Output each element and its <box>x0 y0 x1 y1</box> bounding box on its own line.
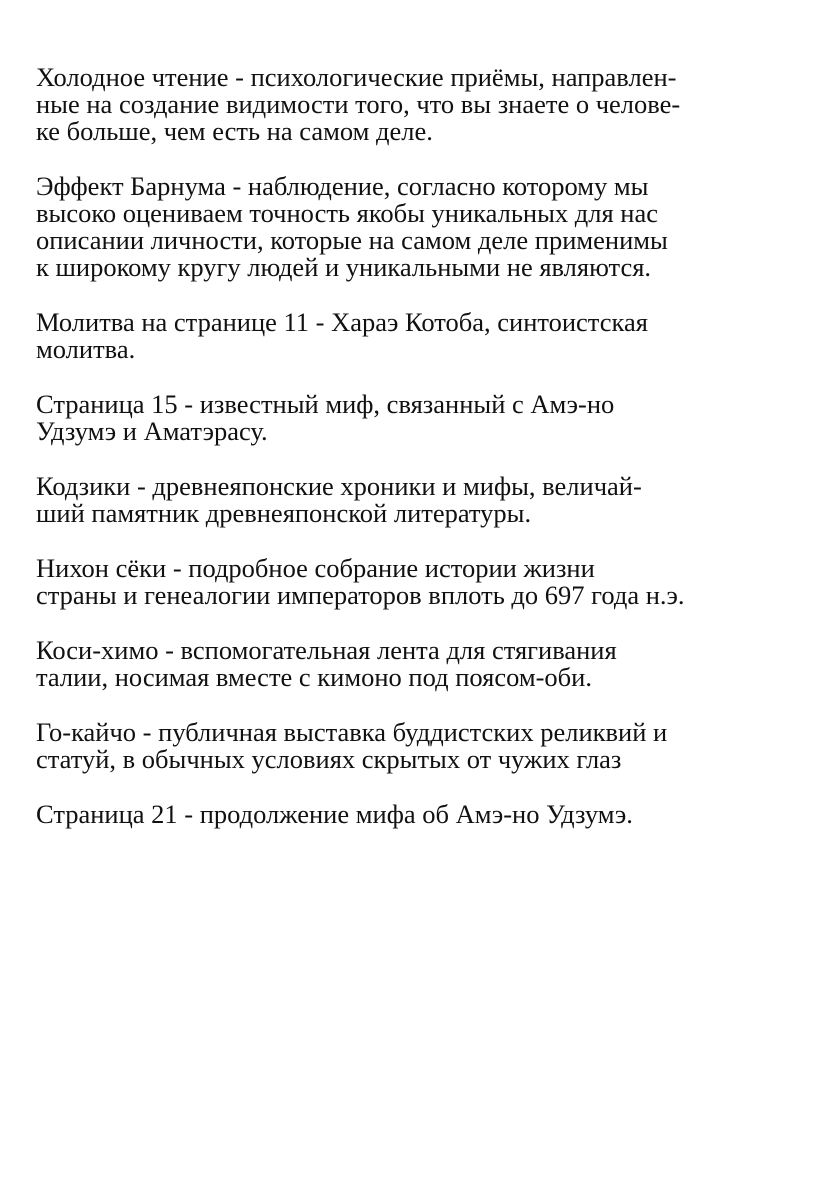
glossary-notes <box>36 64 826 856</box>
note-line: ке больше, чем есть на самом деле. <box>36 116 433 146</box>
note-line: ший памятник древнеяпонской литературы. <box>36 498 532 528</box>
note-nihon-shoki <box>36 555 826 609</box>
note-line: Кодзики - древнеяпонские хроники и мифы, величай- <box>36 471 642 501</box>
note-page-11-prayer <box>36 309 826 363</box>
note-page-21-myth <box>36 801 826 828</box>
note-line: талии, носимая вместе с кимоно под поясом-оби. <box>36 662 592 692</box>
note-line: Страница 21 - продолжение мифа об Амэ-но Удзумэ. <box>36 799 633 829</box>
note-go-kaicho <box>36 719 826 773</box>
note-line: Страница 15 - известный миф, связанный с Амэ-но <box>36 389 615 419</box>
note-cold-reading <box>36 64 826 145</box>
note-line: статуй, в обычных условиях скрытых от чужих глаз <box>36 744 622 774</box>
note-page-15-myth <box>36 391 826 445</box>
note-line: Холодное чтение - психологические приёмы, направлен- <box>36 62 677 92</box>
note-line: Го-кайчо - публичная выставка буддистских реликвий и <box>36 717 668 747</box>
note-line: Удзумэ и Аматэрасу. <box>36 416 268 446</box>
note-line: Эффект Барнума - наблюдение, согласно которому мы <box>36 171 649 201</box>
note-line: страны и генеалогии императоров вплоть до 697 года н.э. <box>36 580 685 610</box>
note-koshi-himo <box>36 637 826 691</box>
note-line: высоко оцениваем точность якобы уникальных для нас <box>36 198 658 228</box>
note-line: описании личности, которые на самом деле применимы <box>36 225 668 255</box>
note-line: Коси-химо - вспомогательная лента для стягивания <box>36 635 617 665</box>
note-line: Нихон сёки - подробное собрание истории жизни <box>36 553 595 583</box>
note-line: ные на создание видимости того, что вы знаете о челове- <box>36 89 681 119</box>
note-kojiki <box>36 473 826 527</box>
note-line: Молитва на странице 11 - Хараэ Котоба, синтоистская <box>36 307 648 337</box>
note-line: молитва. <box>36 334 136 364</box>
note-barnum-effect <box>36 173 826 281</box>
note-line: к широкому кругу людей и уникальными не являются. <box>36 252 652 282</box>
